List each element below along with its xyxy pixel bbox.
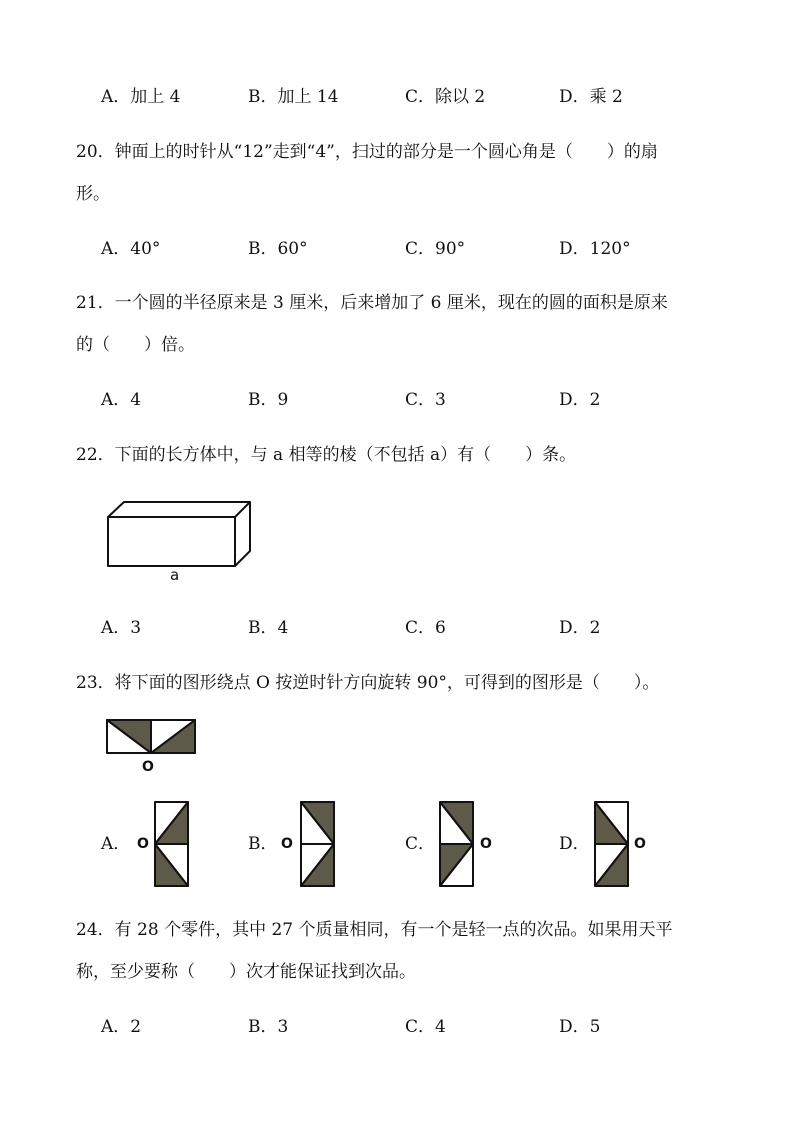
q23-option-b-figure: [299, 800, 337, 888]
q22-stem-line1: 22．下面的长方体中，与 a 相等的棱（不包括 a）有（ ）条。: [76, 445, 577, 465]
q23-option-d-point: O: [634, 836, 646, 852]
q19-option-d: D．乘 2: [559, 87, 623, 107]
q23-option-d-figure: [593, 800, 631, 888]
q20-stem-line1: 20．钟面上的时针从“12”走到“4”，扫过的部分是一个圆心角是（ ）的扇: [76, 142, 658, 162]
q23-option-c-letter: C．: [405, 834, 436, 854]
q23-option-a-point: O: [137, 836, 149, 852]
q20-stem-line2: 形。: [76, 184, 110, 204]
q24-stem-line1: 24．有 28 个零件，其中 27 个质量相同，有一个是轻一点的次品。如果用天平: [76, 920, 673, 940]
q24-option-b: B．3: [248, 1017, 289, 1037]
q21-option-a: A．4: [101, 390, 142, 410]
q21-option-b: B．9: [248, 390, 289, 410]
q23-stem-line1: 23．将下面的图形绕点 O 按逆时针方向旋转 90°，可得到的图形是（ ）。: [76, 673, 660, 693]
q19-option-b: B．加上 14: [248, 87, 339, 107]
q20-option-c: C．90°: [405, 239, 466, 259]
rotation-original-figure: [106, 719, 196, 755]
q20-option-b: B．60°: [248, 239, 308, 259]
q22-option-c: C．6: [405, 618, 446, 638]
q23-option-b-letter: B．: [248, 834, 278, 854]
rotation-point-label: O: [142, 759, 154, 775]
q23-option-c-figure: [438, 800, 476, 888]
q20-option-a: A．40°: [101, 239, 161, 259]
cuboid-figure: [100, 495, 260, 585]
q24-option-d: D．5: [559, 1017, 601, 1037]
cuboid-edge-label: a: [170, 566, 180, 584]
q23-option-c-point: O: [480, 836, 492, 852]
q24-option-a: A．2: [101, 1017, 142, 1037]
q21-stem-line1: 21．一个圆的半径原来是 3 厘米，后来增加了 6 厘米，现在的圆的面积是原来: [76, 293, 668, 313]
q24-stem-line2: 称，至少要称（ ）次才能保证找到次品。: [76, 962, 416, 982]
q24-option-c: C．4: [405, 1017, 446, 1037]
q21-option-d: D．2: [559, 390, 601, 410]
q19-option-c: C．除以 2: [405, 87, 486, 107]
q23-option-d-letter: D．: [559, 834, 590, 854]
q20-option-d: D．120°: [559, 239, 631, 259]
q23-option-a-figure: [153, 800, 191, 888]
q21-stem-line2: 的（ ）倍。: [76, 335, 195, 355]
q23-option-a-letter: A．: [101, 834, 131, 854]
q21-option-c: C．3: [405, 390, 446, 410]
q22-option-b: B．4: [248, 618, 289, 638]
q19-option-a: A．加上 4: [101, 87, 181, 107]
q22-option-a: A．3: [101, 618, 142, 638]
q22-option-d: D．2: [559, 618, 601, 638]
q23-option-b-point: O: [281, 836, 293, 852]
